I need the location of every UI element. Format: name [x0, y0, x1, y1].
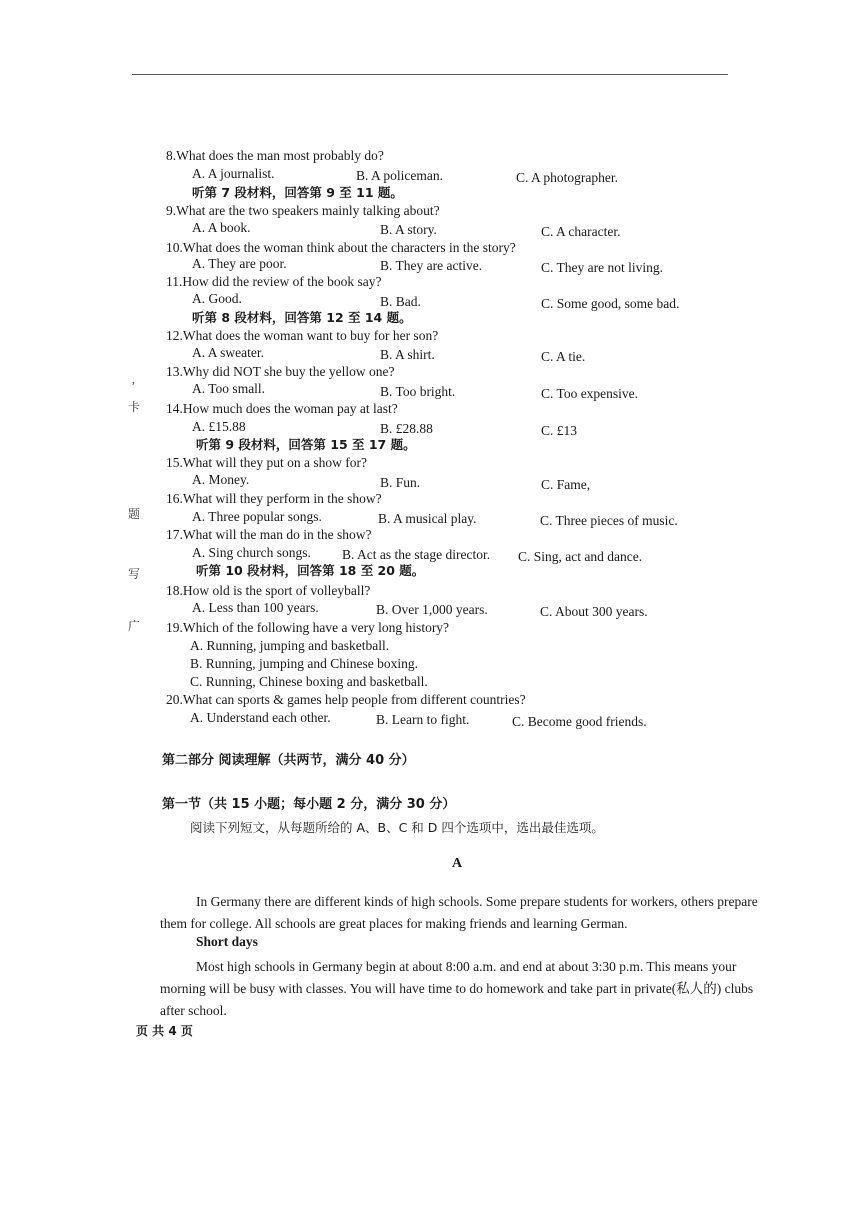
option-a: A. Money. — [192, 472, 250, 487]
option-a: A. Running, jumping and basketball. — [190, 638, 390, 653]
option-c: C. Fame, — [541, 477, 591, 492]
question-14: 14.How much does the woman pay at last? — [166, 401, 398, 416]
option-a: A. £15.88 — [192, 419, 246, 434]
option-b: B. Over 1,000 years. — [376, 602, 488, 617]
option-b: B. Running, jumping and Chinese boxing. — [190, 656, 418, 671]
option-a: A. Understand each other. — [190, 710, 331, 725]
question-8: 8.What does the man most probably do? — [166, 148, 384, 163]
option-c: C. Sing, act and dance. — [518, 549, 643, 564]
listening-instruction: 听第 10 段材料，回答第 18 至 20 题。 — [196, 563, 425, 578]
section-1-title: 第一节（共 15 小题；每小题 2 分，满分 30 分） — [162, 797, 456, 812]
question-20: 20.What can sports & games help people from different countries? — [166, 692, 526, 707]
listening-instruction: 听第 8 段材料，回答第 12 至 14 题。 — [192, 310, 412, 325]
option-c: C. Some good, some bad. — [541, 296, 680, 311]
option-a: A. A book. — [192, 220, 251, 235]
question-13: 13.Why did NOT she buy the yellow one? — [166, 364, 395, 379]
option-b: B. Bad. — [380, 294, 421, 309]
option-a: A. Less than 100 years. — [192, 600, 319, 615]
option-b: B. Too bright. — [380, 384, 456, 399]
question-19: 19.Which of the following have a very long history? — [166, 620, 450, 635]
option-a: A. They are poor. — [192, 256, 287, 271]
question-10: 10.What does the woman think about the characters in the story? — [166, 240, 516, 255]
part-2-title: 第二部分 阅读理解（共两节，满分 40 分） — [162, 753, 415, 768]
option-b: B. £28.88 — [380, 421, 433, 436]
option-c: C. A character. — [541, 224, 621, 239]
option-b: B. Fun. — [380, 475, 421, 490]
option-c: C. Running, Chinese boxing and basketball. — [190, 674, 428, 689]
option-c: C. A tie. — [541, 349, 586, 364]
question-12: 12.What does the woman want to buy for her son? — [166, 328, 439, 343]
option-a: A. Too small. — [192, 381, 266, 396]
question-15: 15.What will they put on a show for? — [166, 455, 367, 470]
margin-mark: , — [132, 372, 135, 386]
margin-mark: 卡 — [128, 400, 141, 414]
option-b: B. A musical play. — [378, 511, 477, 526]
option-b: B. A shirt. — [380, 347, 435, 362]
reading-directions: 阅读下列短文，从每题所给的 A、B、C 和 D 四个选项中，选出最佳选项。 — [190, 820, 604, 835]
option-b: B. A policeman. — [356, 168, 443, 183]
question-17: 17.What will the man do in the show? — [166, 527, 372, 542]
option-a: A. Good. — [192, 291, 242, 306]
option-b: B. A story. — [380, 222, 437, 237]
option-c: C. About 300 years. — [540, 604, 648, 619]
top-rule — [132, 74, 728, 75]
listening-instruction: 听第 7 段材料，回答第 9 至 11 题。 — [192, 185, 403, 200]
option-a: A. A sweater. — [192, 345, 264, 360]
page-footer: 页 共 4 页 — [136, 1024, 193, 1038]
option-b: B. Act as the stage director. — [342, 547, 491, 562]
passage-paragraph-1: In Germany there are different kinds of high schools. Some prepare students for workers, others prepare them for college. All schools are great places for making friends and learning German. — [160, 894, 758, 931]
option-c: C. They are not living. — [541, 260, 663, 275]
question-16: 16.What will they perform in the show? — [166, 491, 382, 506]
option-c: C. A photographer. — [516, 170, 618, 185]
question-9: 9.What are the two speakers mainly talking about? — [166, 203, 440, 218]
option-b: B. They are active. — [380, 258, 483, 273]
question-11: 11.How did the review of the book say? — [166, 274, 382, 289]
option-b: B. Learn to fight. — [376, 712, 470, 727]
listening-instruction: 听第 9 段材料，回答第 15 至 17 题。 — [196, 437, 416, 452]
passage-subheading: Short days — [196, 934, 258, 949]
option-a: A. Three popular songs. — [192, 509, 322, 524]
option-a: A. Sing church songs. — [192, 545, 311, 560]
question-18: 18.How old is the sport of volleyball? — [166, 583, 371, 598]
option-c: C. Three pieces of music. — [540, 513, 678, 528]
margin-mark: 题 — [128, 507, 141, 521]
option-c: C. £13 — [541, 423, 578, 438]
margin-mark: 写 — [128, 567, 141, 581]
margin-mark: 广 — [128, 619, 141, 633]
passage-paragraph-2: Most high schools in Germany begin at about 8:00 a.m. and end at about 3:30 p.m. This means your morning will be busy with classes. You will have time to do homework and take part in private(私人的) clubs after school. — [160, 959, 754, 1018]
option-a: A. A journalist. — [192, 166, 275, 181]
option-c: C. Become good friends. — [512, 714, 647, 729]
passage-letter: A — [452, 856, 463, 871]
option-c: C. Too expensive. — [541, 386, 639, 401]
